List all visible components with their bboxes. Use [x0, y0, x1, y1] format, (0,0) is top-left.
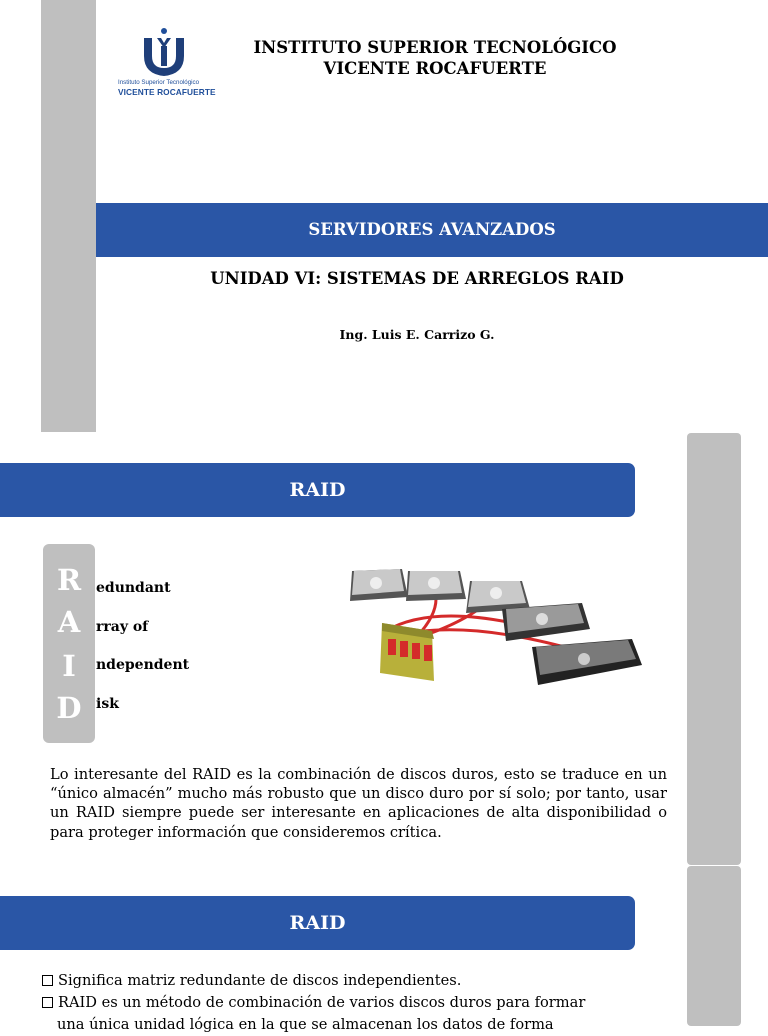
acronym-letter: D [56, 691, 82, 725]
acronym-letter: A [57, 605, 81, 639]
institution-title [240, 37, 630, 79]
course-band [96, 203, 768, 257]
unit-title: UNIDAD VI: SISTEMAS DE ARREGLOS RAID [210, 269, 624, 288]
raid-description: Lo interesante del RAID es la combinación de discos duros, esto se traduce en un “único almacén” mucho más robusto que un disco duro por sí solo; por tanto, usar un RAID siempre puede ser interesante en aplicaciones de alta disponibilidad o para proteger información que consideremos crítica. [50, 766, 667, 841]
bullet-text: Significa matriz redundante de discos independientes. [58, 972, 462, 989]
logo-name: VICENTE ROCAFUERTE [118, 87, 216, 97]
logo-subtitle: Instituto Superior Tecnológico [118, 79, 200, 86]
left-decor-bar [41, 0, 96, 432]
slide-title: RAID [289, 912, 346, 934]
right-decor-bar [687, 433, 741, 865]
list-item [40, 992, 668, 1014]
acronym-word: rray of [96, 619, 149, 635]
list-item [40, 970, 668, 992]
slide-header [0, 896, 635, 950]
slide-header [0, 463, 635, 517]
acronym-word: ndependent [96, 657, 190, 673]
acronym-letter: I [62, 649, 76, 683]
right-decor-bar [687, 866, 741, 1026]
bullet-text: RAID es un método de combinación de varios discos duros para formar [58, 994, 586, 1011]
bullet-continuation: una única unidad lógica en la que se almacenan los datos de forma [57, 1016, 554, 1033]
author-name: Ing. Luis E. Carrizo G. [339, 327, 495, 342]
hard-disks-image [346, 561, 644, 691]
institution-line-2: VICENTE ROCAFUERTE [323, 59, 547, 78]
checkbox-bullet-icon [42, 975, 53, 986]
checkbox-bullet-icon [42, 997, 53, 1008]
course-title: SERVIDORES AVANZADOS [308, 220, 556, 239]
acronym-word: isk [96, 696, 119, 712]
bullet-list [40, 970, 668, 1036]
institution-line-1: INSTITUTO SUPERIOR TECNOLÓGICO [253, 38, 617, 57]
acronym-letter: R [56, 563, 82, 597]
acronym-word: edundant [96, 580, 171, 596]
slide-title: RAID [289, 479, 346, 501]
